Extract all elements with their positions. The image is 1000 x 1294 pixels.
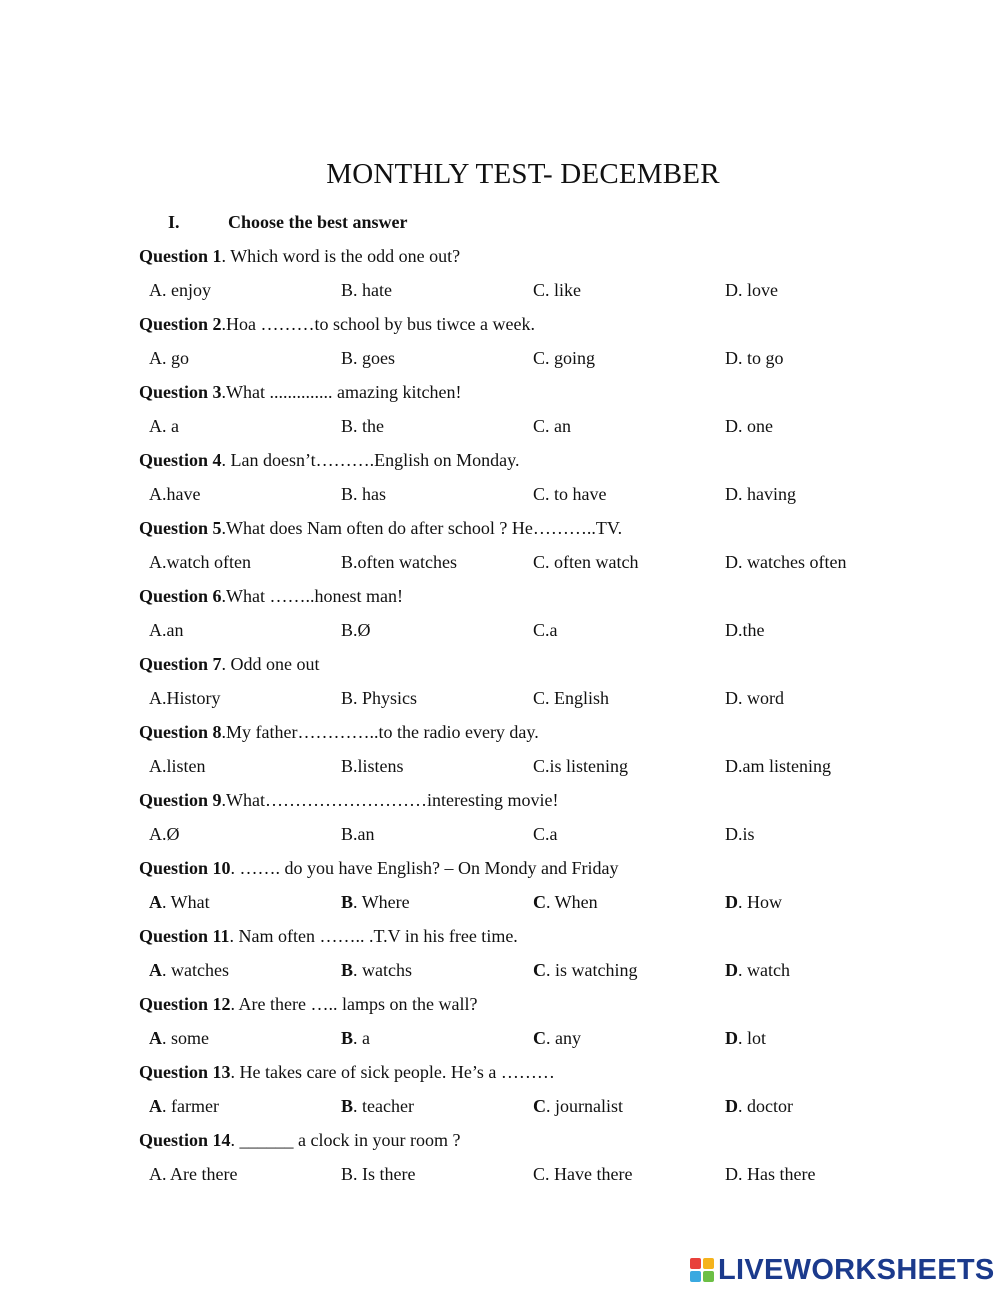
option-text: . lot: [738, 1028, 767, 1048]
question-label: Question 14: [139, 1130, 231, 1150]
option-letter: C: [533, 1028, 546, 1048]
answer-option-a[interactable]: [149, 686, 221, 710]
answer-option-a[interactable]: [149, 822, 180, 846]
answer-option-d[interactable]: [725, 822, 755, 846]
answer-option-d[interactable]: [725, 686, 784, 710]
answer-option-c[interactable]: [533, 346, 595, 370]
question-label: Question 11: [139, 926, 230, 946]
question-text: . He takes care of sick people. He’s a ………: [230, 1062, 555, 1082]
option-text: D. to go: [725, 348, 784, 368]
question-text: . Nam often …….. .T.V in his free time.: [229, 926, 518, 946]
option-text: . a: [353, 1028, 371, 1048]
option-text: B.Ø: [341, 620, 371, 640]
option-text: B. Is there: [341, 1164, 416, 1184]
answer-option-d[interactable]: [725, 890, 782, 914]
option-letter: B: [341, 1096, 354, 1116]
answer-option-a[interactable]: [149, 1162, 237, 1186]
question-label: Question 6: [139, 586, 222, 606]
logo-text: LIVEWORKSHEETS: [718, 1253, 995, 1286]
option-text: A.watch often: [149, 552, 251, 572]
option-letter: C: [533, 892, 546, 912]
option-text: B. hate: [341, 280, 392, 300]
answer-option-a[interactable]: [149, 754, 206, 778]
option-text: D. Has there: [725, 1164, 816, 1184]
option-letter: A: [149, 1096, 162, 1116]
answer-option-b[interactable]: [341, 754, 404, 778]
question-3: [139, 380, 899, 414]
option-text: C. English: [533, 688, 610, 708]
question-text: .Hoa ………to school by bus tiwce a week.: [221, 314, 535, 334]
answer-option-b[interactable]: [341, 890, 410, 914]
option-text: C. like: [533, 280, 581, 300]
question-text: .My father…………..to the radio every day.: [221, 722, 539, 742]
option-text: D.is: [725, 824, 755, 844]
answer-option-c[interactable]: [533, 686, 609, 710]
liveworksheets-logo: [690, 1250, 995, 1290]
answer-option-b[interactable]: [341, 958, 412, 982]
question-label: Question 2: [139, 314, 222, 334]
question-label: Question 9: [139, 790, 222, 810]
answer-option-a[interactable]: [149, 1026, 209, 1050]
answer-option-b[interactable]: [341, 1026, 370, 1050]
option-text: . teacher: [353, 1096, 414, 1116]
answer-option-a[interactable]: [149, 890, 210, 914]
option-text: . doctor: [738, 1096, 793, 1116]
question-4: [139, 448, 899, 482]
option-letter: D: [725, 960, 738, 980]
option-text: . watchs: [353, 960, 412, 980]
question-list: [139, 244, 899, 1196]
option-text: . Where: [353, 892, 410, 912]
option-text: C. often watch: [533, 552, 639, 572]
option-text: A.have: [149, 484, 201, 504]
option-letter: B: [341, 1028, 354, 1048]
answer-option-b[interactable]: [341, 1162, 415, 1186]
question-text: . ……. do you have English? – On Mondy and Friday: [230, 858, 619, 878]
question-2: [139, 312, 899, 346]
answer-option-d[interactable]: [725, 1094, 793, 1118]
option-text: A.Ø: [149, 824, 180, 844]
question-label: Question 7: [139, 654, 222, 674]
option-text: B.an: [341, 824, 375, 844]
logo-square-4: [703, 1271, 714, 1282]
options-row: [139, 618, 899, 652]
answer-option-d[interactable]: [725, 754, 831, 778]
option-letter: B: [341, 960, 354, 980]
option-text: A. a: [149, 416, 179, 436]
answer-option-c[interactable]: [533, 414, 571, 438]
logo-square-1: [690, 1258, 701, 1269]
answer-option-b[interactable]: [341, 686, 417, 710]
answer-option-c[interactable]: [533, 890, 598, 914]
question-label: Question 3: [139, 382, 222, 402]
logo-mark-icon: [690, 1258, 714, 1282]
option-text: C. Have there: [533, 1164, 633, 1184]
option-text: . When: [546, 892, 598, 912]
option-text: D. having: [725, 484, 796, 504]
option-text: A.listen: [149, 756, 206, 776]
option-letter: C: [533, 1096, 546, 1116]
options-row: [139, 958, 899, 992]
logo-square-2: [703, 1258, 714, 1269]
question-text: . Odd one out: [221, 654, 320, 674]
option-text: . watch: [738, 960, 790, 980]
options-row: [139, 414, 899, 448]
option-text: B.listens: [341, 756, 404, 776]
answer-option-b[interactable]: [341, 618, 371, 642]
section-heading: [168, 212, 408, 233]
options-row: [139, 482, 899, 516]
question-12: [139, 992, 899, 1026]
question-text: . Which word is the odd one out?: [221, 246, 461, 266]
options-row: [139, 346, 899, 380]
answer-option-c[interactable]: [533, 482, 607, 506]
option-letter: A: [149, 960, 162, 980]
question-5: [139, 516, 899, 550]
section-number: I.: [168, 212, 180, 232]
answer-option-d[interactable]: [725, 278, 778, 302]
option-letter: B: [341, 892, 354, 912]
option-text: C. going: [533, 348, 596, 368]
option-text: . farmer: [162, 1096, 219, 1116]
question-label: Question 12: [139, 994, 231, 1014]
answer-option-d[interactable]: [725, 1162, 815, 1186]
option-text: C.a: [533, 824, 558, 844]
answer-option-a[interactable]: [149, 414, 179, 438]
logo-square-3: [690, 1271, 701, 1282]
option-text: D. one: [725, 416, 773, 436]
answer-option-d[interactable]: [725, 482, 796, 506]
answer-option-a[interactable]: [149, 482, 200, 506]
option-letter: A: [149, 1028, 162, 1048]
option-text: . journalist: [546, 1096, 623, 1116]
answer-option-b[interactable]: [341, 482, 386, 506]
option-text: B. Physics: [341, 688, 418, 708]
answer-option-d[interactable]: [725, 550, 846, 574]
options-row: [139, 686, 899, 720]
answer-option-c[interactable]: [533, 618, 558, 642]
question-text: . Lan doesn’t……….English on Monday.: [221, 450, 520, 470]
option-text: B. the: [341, 416, 384, 436]
answer-option-a[interactable]: [149, 346, 189, 370]
question-text: . Are there ….. lamps on the wall?: [230, 994, 478, 1014]
question-6: [139, 584, 899, 618]
option-text: C.is listening: [533, 756, 629, 776]
options-row: [139, 550, 899, 584]
option-letter: A: [149, 892, 162, 912]
option-text: . is watching: [546, 960, 638, 980]
answer-option-c[interactable]: [533, 1094, 623, 1118]
option-text: C. an: [533, 416, 571, 436]
question-11: [139, 924, 899, 958]
option-text: B.often watches: [341, 552, 457, 572]
answer-option-c[interactable]: [533, 550, 638, 574]
option-text: B. has: [341, 484, 386, 504]
option-text: B. goes: [341, 348, 395, 368]
option-letter: D: [725, 1096, 738, 1116]
question-label: Question 8: [139, 722, 222, 742]
question-13: [139, 1060, 899, 1094]
option-letter: D: [725, 1028, 738, 1048]
answer-option-c[interactable]: [533, 278, 581, 302]
answer-option-b[interactable]: [341, 346, 395, 370]
option-text: A. go: [149, 348, 189, 368]
answer-option-d[interactable]: [725, 618, 765, 642]
option-text: . What: [162, 892, 210, 912]
answer-option-d[interactable]: [725, 414, 773, 438]
answer-option-b[interactable]: [341, 414, 384, 438]
answer-option-c[interactable]: [533, 822, 558, 846]
question-label: Question 13: [139, 1062, 231, 1082]
answer-option-a[interactable]: [149, 1094, 219, 1118]
question-1: [139, 244, 899, 278]
option-text: A. Are there: [149, 1164, 238, 1184]
answer-option-d[interactable]: [725, 1026, 766, 1050]
answer-option-d[interactable]: [725, 958, 790, 982]
question-8: [139, 720, 899, 754]
option-letter: D: [725, 892, 738, 912]
question-9: [139, 788, 899, 822]
answer-option-a[interactable]: [149, 618, 184, 642]
question-7: [139, 652, 899, 686]
answer-option-c[interactable]: [533, 958, 638, 982]
options-row: [139, 1162, 899, 1196]
options-row: [139, 754, 899, 788]
option-text: A.an: [149, 620, 184, 640]
option-text: A.History: [149, 688, 221, 708]
section-title: Choose the best answer: [228, 212, 408, 232]
answer-option-c[interactable]: [533, 754, 628, 778]
option-text: D. love: [725, 280, 778, 300]
question-text: .What does Nam often do after school ? He………..TV.: [221, 518, 623, 538]
option-text: . some: [162, 1028, 209, 1048]
question-text: .What ……..honest man!: [221, 586, 403, 606]
options-row: [139, 278, 899, 312]
option-text: A. enjoy: [149, 280, 211, 300]
options-row: [139, 822, 899, 856]
question-text: .What .............. amazing kitchen!: [221, 382, 462, 402]
options-row: [139, 890, 899, 924]
option-text: C.a: [533, 620, 558, 640]
answer-option-b[interactable]: [341, 1094, 414, 1118]
option-text: . any: [546, 1028, 581, 1048]
option-text: D.am listening: [725, 756, 831, 776]
answer-option-c[interactable]: [533, 1162, 632, 1186]
options-row: [139, 1026, 899, 1060]
answer-option-b[interactable]: [341, 550, 457, 574]
answer-option-b[interactable]: [341, 278, 392, 302]
answer-option-a[interactable]: [149, 550, 251, 574]
option-text: C. to have: [533, 484, 607, 504]
option-text: D. word: [725, 688, 784, 708]
answer-option-d[interactable]: [725, 346, 784, 370]
question-text: . ______ a clock in your room ?: [230, 1130, 461, 1150]
question-text: .What………………………interesting movie!: [221, 790, 559, 810]
question-label: Question 1: [139, 246, 222, 266]
option-letter: C: [533, 960, 546, 980]
question-label: Question 10: [139, 858, 231, 878]
answer-option-a[interactable]: [149, 278, 211, 302]
question-10: [139, 856, 899, 890]
option-text: D.the: [725, 620, 765, 640]
question-label: Question 4: [139, 450, 222, 470]
option-text: D. watches often: [725, 552, 847, 572]
page-title: MONTHLY TEST- DECEMBER: [326, 158, 720, 190]
answer-option-c[interactable]: [533, 1026, 581, 1050]
answer-option-a[interactable]: [149, 958, 229, 982]
answer-option-b[interactable]: [341, 822, 375, 846]
option-text: . watches: [162, 960, 229, 980]
question-label: Question 5: [139, 518, 222, 538]
option-text: . How: [738, 892, 782, 912]
question-14: [139, 1128, 899, 1162]
options-row: [139, 1094, 899, 1128]
